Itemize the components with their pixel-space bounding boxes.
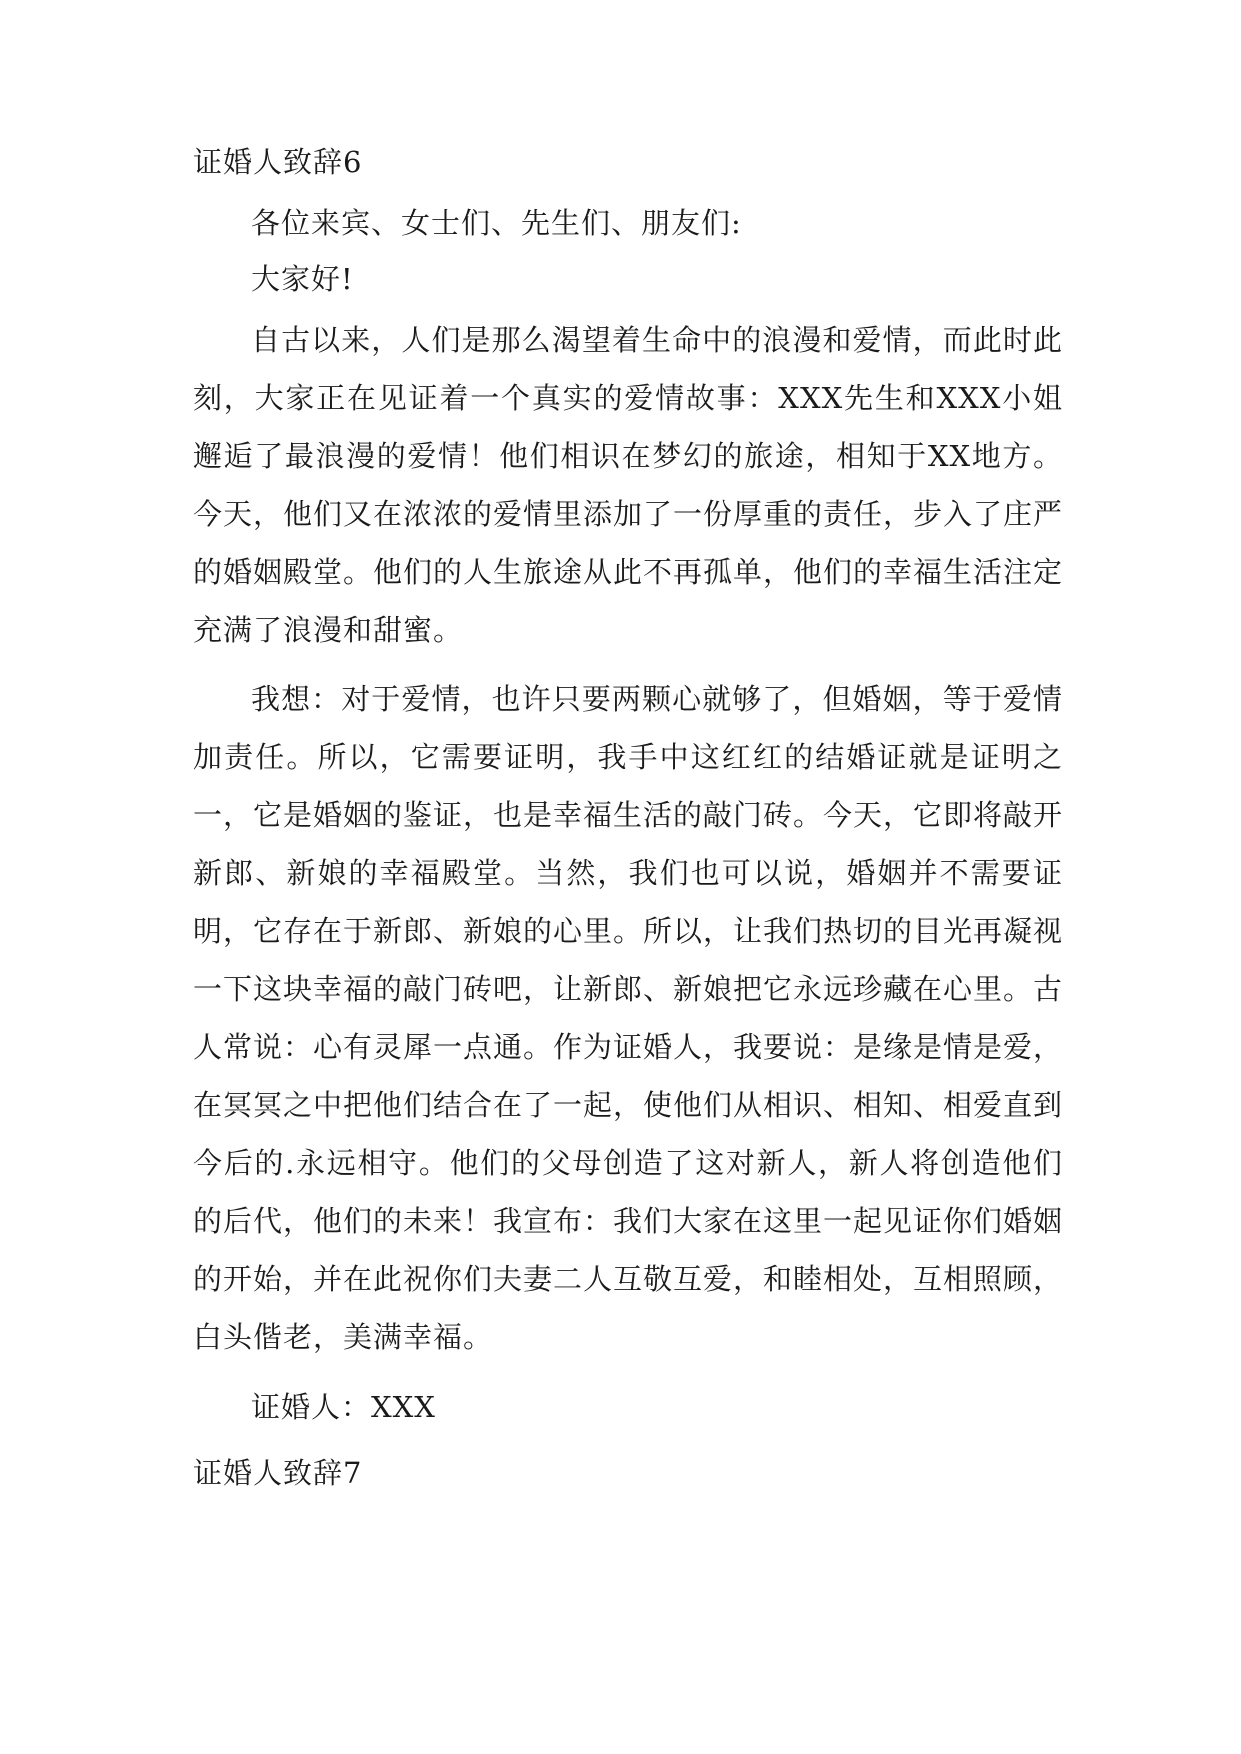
- body-paragraph-1: 自古以来，人们是那么渴望着生命中的浪漫和爱情，而此时此刻，大家正在见证着一个真实的爱情故事：XXX先生和XXX小姐邂逅了最浪漫的爱情！他们相识在梦幻的旅途，相知于XX地方。今天，他们又在浓浓的爱情里添加了一份厚重的责任，步入了庄严的婚姻殿堂。他们的人生旅途从此不再孤单，他们的幸福生活注定充满了浪漫和甜蜜。: [193, 323, 1064, 647]
- body-paragraph-2: 我想：对于爱情，也许只要两颗心就够了，但婚姻，等于爱情加责任。所以，它需要证明，我手中这红红的结婚证就是证明之一，它是婚姻的鉴证，也是幸福生活的敲门砖。今天，它即将敲开新郎、新娘的幸福殿堂。当然，我们也可以说，婚姻并不需要证明，它存在于新郎、新娘的心里。所以，让我们热切的目光再凝视一下这块幸福的敲门砖吧，让新郎、新娘把它永远珍藏在心里。古人常说：心有灵犀一点通。作为证婚人，我要说：是缘是情是爱，在冥冥之中把他们结合在了一起，使他们从相识、相知、相爱直到今后的.永远相守。他们的父母创造了这对新人，新人将创造他们的后代，他们的未来！我宣布：我们大家在这里一起见证你们婚姻的开始，并在此祝你们夫妻二人互敬互爱，和睦相处，互相照顾，白头偕老，美满幸福。: [193, 682, 1064, 1354]
- next-section-title: 证婚人致辞7: [193, 1456, 363, 1490]
- signature-line: 证婚人：XXX: [251, 1390, 436, 1424]
- section-title: 证婚人致辞6: [193, 145, 363, 179]
- greeting-paragraph: 各位来宾、女士们、先生们、朋友们:: [251, 206, 742, 240]
- document-body: [193, 142, 1063, 1505]
- hello-paragraph: 大家好!: [251, 262, 354, 296]
